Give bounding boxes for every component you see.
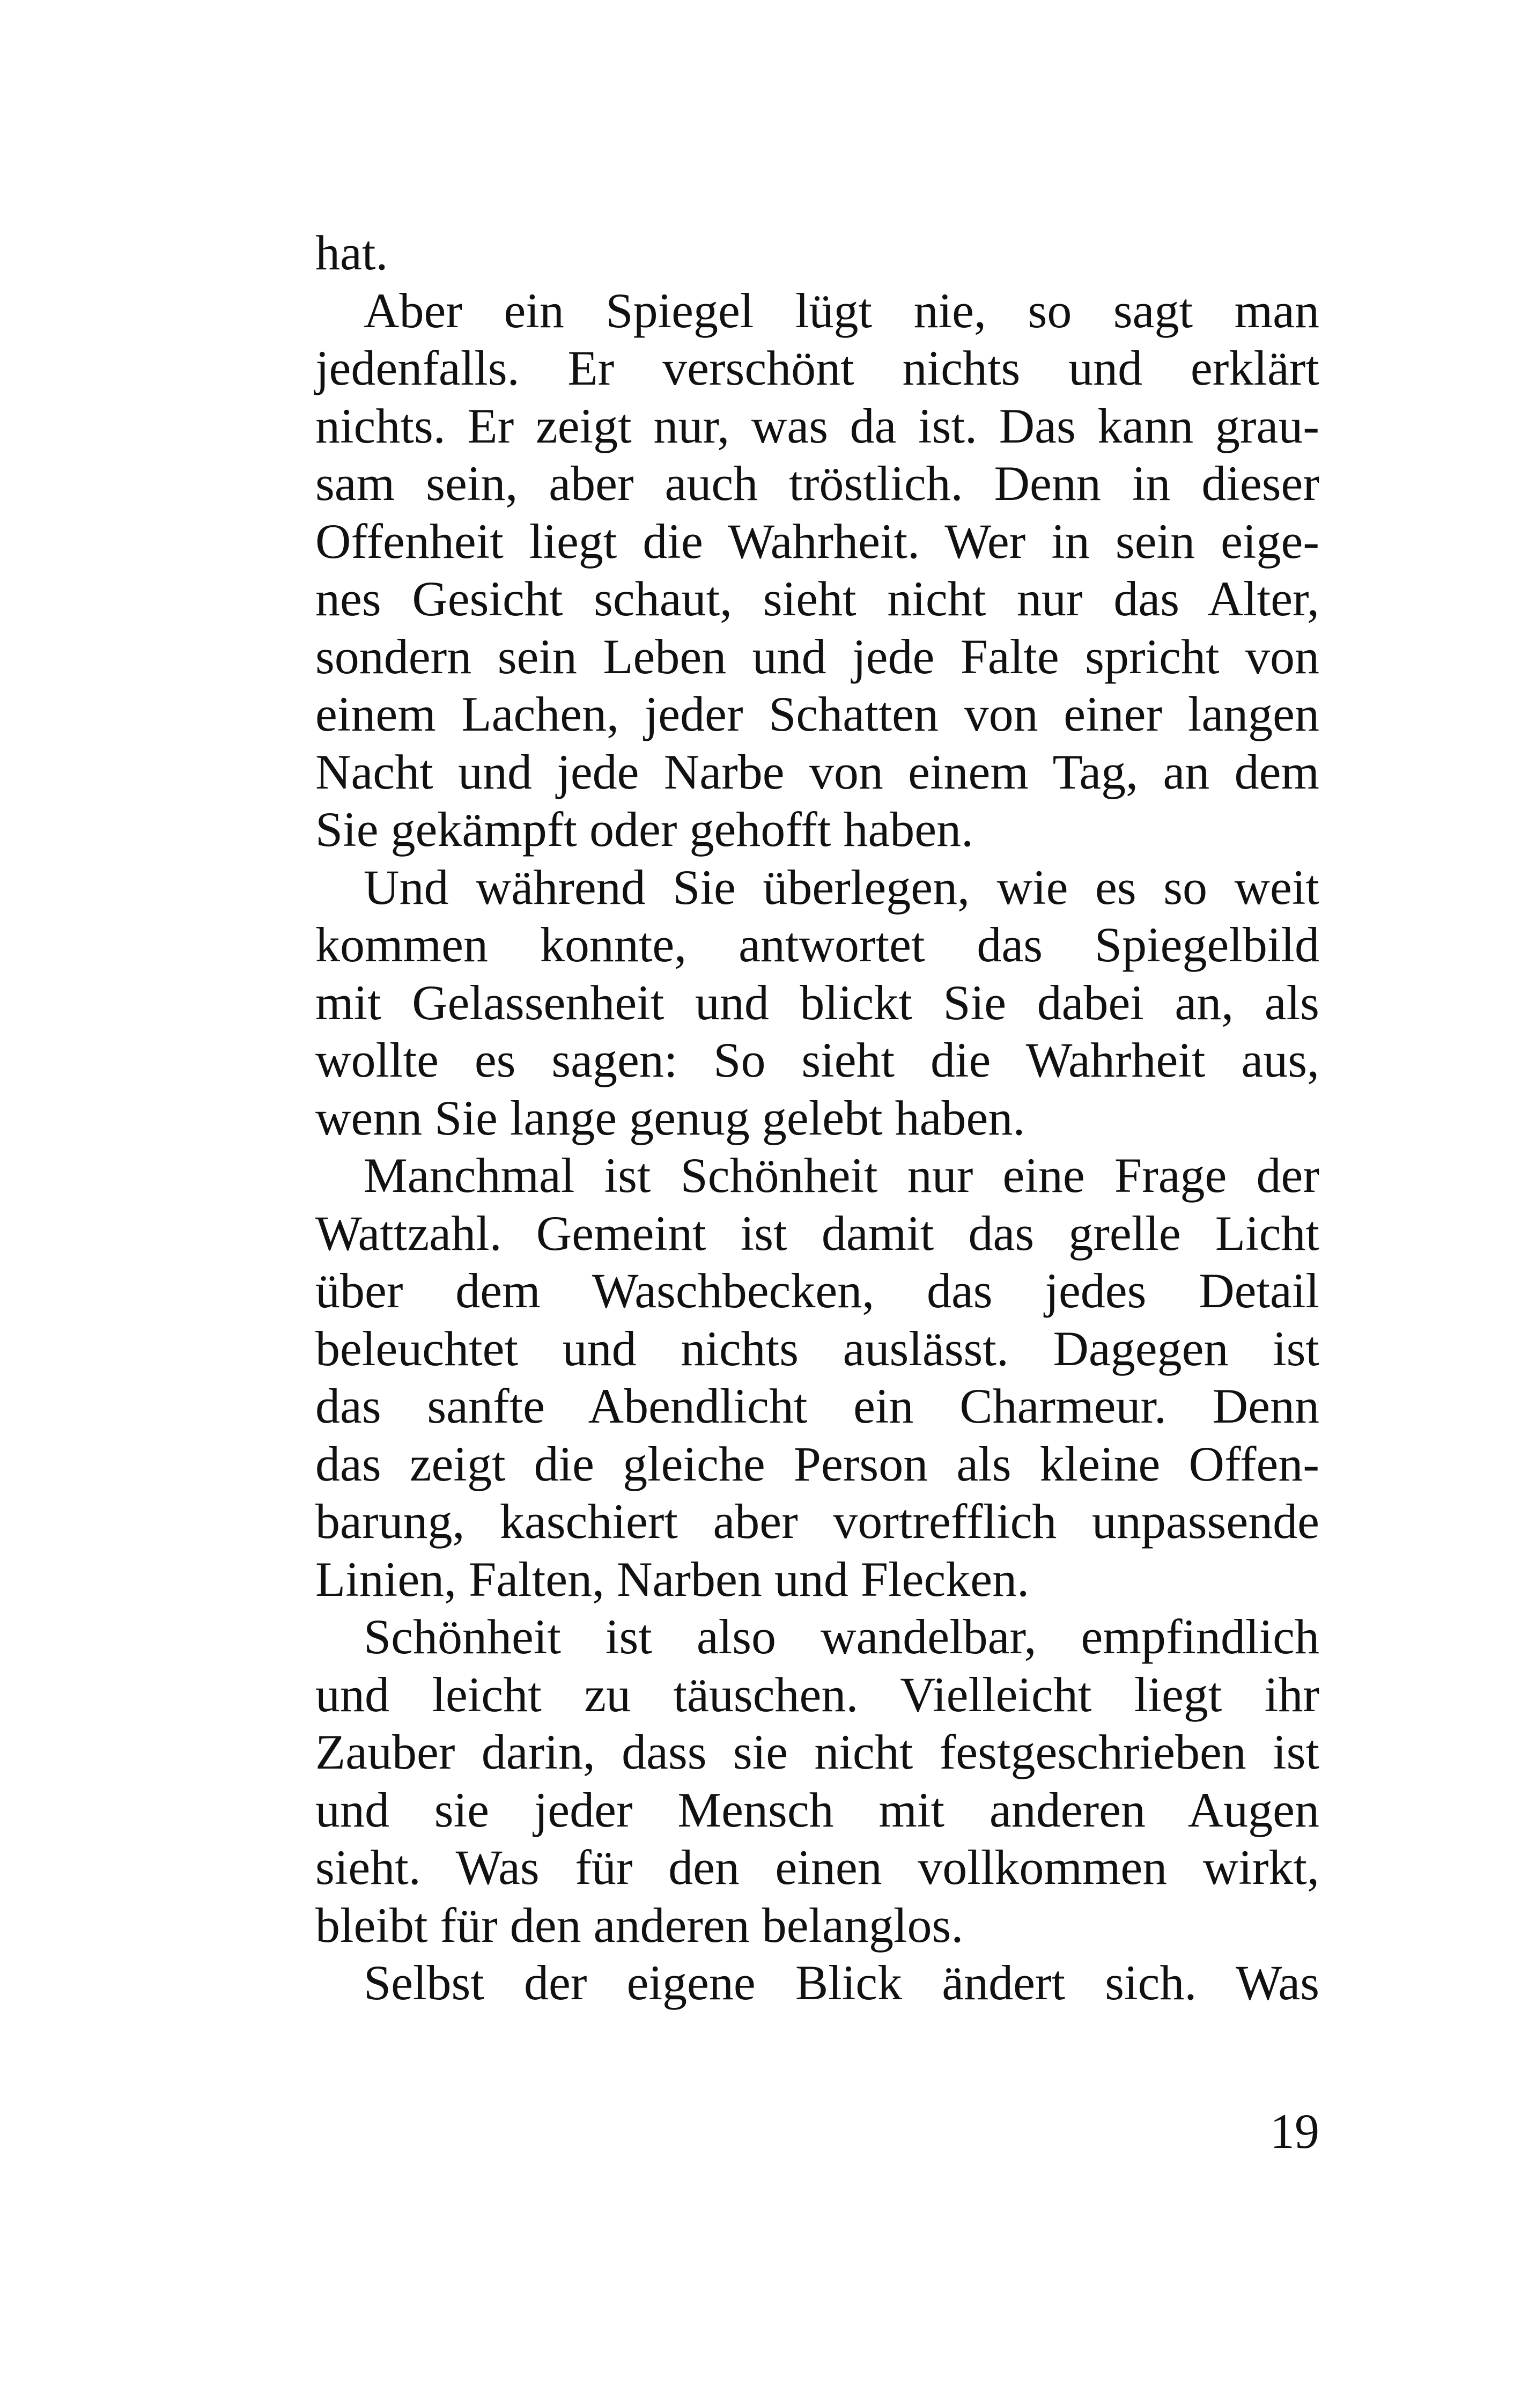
text-line: sam sein, aber auch tröstlich. Denn in dieser — [315, 456, 1319, 511]
text-line: einem Lachen, jeder Schatten von einer langen — [315, 687, 1319, 741]
text-line: und sie jeder Mensch mit anderen Augen — [315, 1782, 1319, 1837]
text-line: nichts. Er zeigt nur, was da ist. Das kann grau- — [315, 398, 1319, 453]
text-line: Offenheit liegt die Wahrheit. Wer in sein eige- — [315, 513, 1319, 569]
text-line: bleibt für den anderen belanglos. — [315, 1897, 964, 1953]
paragraph — [315, 282, 1319, 859]
text-line: hat. — [315, 225, 388, 280]
text-line: wollte es sagen: So sieht die Wahrheit aus, — [315, 1033, 1319, 1087]
text-line: Schönheit ist also wandelbar, empfindlich — [364, 1609, 1319, 1664]
text-line: nes Gesicht schaut, sieht nicht nur das Alter, — [315, 571, 1319, 626]
text-line: Selbst der eigene Blick ändert sich. Was — [364, 1955, 1319, 2010]
text-line: beleuchtet und nichts auslässt. Dagegen ist — [315, 1321, 1319, 1376]
paragraph — [315, 1608, 1319, 1954]
paragraph — [315, 1147, 1319, 1608]
text-line: über dem Waschbecken, das jedes Detail — [315, 1263, 1319, 1318]
text-line: Sie gekämpft oder gehofft haben. — [315, 802, 974, 857]
page-number: 19 — [1270, 2104, 1319, 2159]
paragraph — [315, 224, 1319, 282]
text-line: Aber ein Spiegel lügt nie, so sagt man — [364, 283, 1319, 338]
text-line: Linien, Falten, Narben und Flecken. — [315, 1551, 1030, 1607]
text-line: und leicht zu täuschen. Vielleicht liegt ihr — [315, 1667, 1319, 1722]
text-line: wenn Sie lange genug gelebt haben. — [315, 1090, 1025, 1145]
text-line: das zeigt die gleiche Person als kleine Offen- — [315, 1436, 1319, 1491]
text-line: sondern sein Leben und jede Falte spricht von — [315, 629, 1319, 684]
text-line: Und während Sie überlegen, wie es so weit — [364, 859, 1319, 915]
text-line: das sanfte Abendlicht ein Charmeur. Denn — [315, 1379, 1319, 1433]
paragraph — [315, 1954, 1319, 2012]
text-line: jedenfalls. Er verschönt nichts und erklärt — [315, 341, 1319, 395]
text-line: Zauber darin, dass sie nicht festgeschrieben ist — [315, 1725, 1319, 1779]
text-line: kommen konnte, antwortet das Spiegelbild — [315, 917, 1319, 972]
text-line: Nacht und jede Narbe von einem Tag, an dem — [315, 744, 1319, 799]
paragraph — [315, 859, 1319, 1147]
text-line: mit Gelassenheit und blickt Sie dabei an, als — [315, 975, 1319, 1030]
text-line: sieht. Was für den einen vollkommen wirkt, — [315, 1840, 1319, 1895]
text-line: barung, kaschiert aber vortrefflich unpassende — [315, 1494, 1319, 1549]
body-text — [315, 224, 1319, 2012]
text-line: Wattzahl. Gemeint ist damit das grelle Licht — [315, 1205, 1319, 1261]
text-line: Manchmal ist Schönheit nur eine Frage der — [364, 1148, 1319, 1203]
